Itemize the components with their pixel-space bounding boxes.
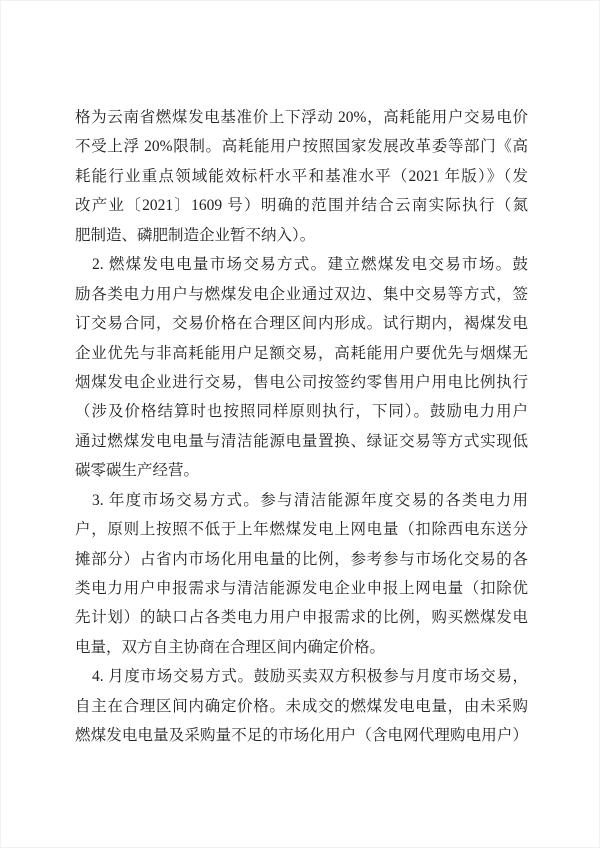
text-line: 燃煤发电电量及采购量不足的市场化用户（含电网代理购电用户） [75, 727, 528, 745]
text-line: 耗能行业重点领域能效标杆水平和基准水平（2021 年版）》（发 [75, 167, 528, 185]
text-line: 订交易合同，交易价格在合理区间内形成。试行期内，褐煤发电 [75, 315, 528, 333]
text-line: 4. 月度市场交易方式。鼓励买卖双方积极参与月度市场交易， [92, 668, 528, 686]
text-line: 类电力用户申报需求与清洁能源发电企业申报上网电量（扣除优 [75, 580, 528, 597]
document-text-block [75, 103, 528, 751]
text-line: 自主在合理区间内确定价格。未成交的燃煤发电电量，由未采购 [75, 697, 528, 715]
paragraph [75, 486, 528, 663]
text-line: 烟煤发电企业进行交易，售电公司按签约零售用户用电比例执行 [75, 373, 528, 391]
paragraph [75, 662, 528, 750]
paragraph [75, 103, 528, 250]
text-line: （涉及价格结算时也按照同样原则执行，下同）。鼓励电力用户 [75, 403, 528, 421]
text-line: 摊部分）占省内市场化用电量的比例，参考参与市场化交易的各 [75, 550, 528, 568]
text-line: 格为云南省燃煤发电基准价上下浮动 20%，高耗能用户交易电价 [75, 109, 528, 126]
text-line: 企业优先与非高耗能用户足额交易，高耗能用户要优先与烟煤无 [75, 344, 528, 362]
text-line: 通过燃煤发电电量与清洁能源电量置换、绿证交易等方式实现低 [75, 432, 528, 450]
text-line: 不受上浮 20%限制。高耗能用户按照国家发展改革委等部门《高 [75, 138, 528, 156]
text-line: 碳零碳生产经营。 [75, 462, 200, 480]
text-line: 2. 燃煤发电电量市场交易方式。建立燃煤发电交易市场。鼓 [92, 256, 528, 274]
text-line: 励各类电力用户与燃煤发电企业通过双边、集中交易等方式，签 [75, 285, 528, 303]
text-line: 3. 年度市场交易方式。参与清洁能源年度交易的各类电力用 [92, 491, 528, 509]
text-line: 先计划）的缺口占各类电力用户申报需求的比例，购买燃煤发电 [75, 609, 528, 627]
text-line: 电量，双方自主协商在合理区间内确定价格。 [75, 638, 386, 656]
text-line: 改产业〔2021〕1609 号）明确的范围并结合云南实际执行（氮 [75, 197, 528, 215]
paragraph [75, 250, 528, 486]
text-line: 户，原则上按照不低于上年燃煤发电上网电量（扣除西电东送分 [75, 521, 528, 539]
text-line: 肥制造、磷肥制造企业暂不纳入）。 [75, 226, 316, 244]
